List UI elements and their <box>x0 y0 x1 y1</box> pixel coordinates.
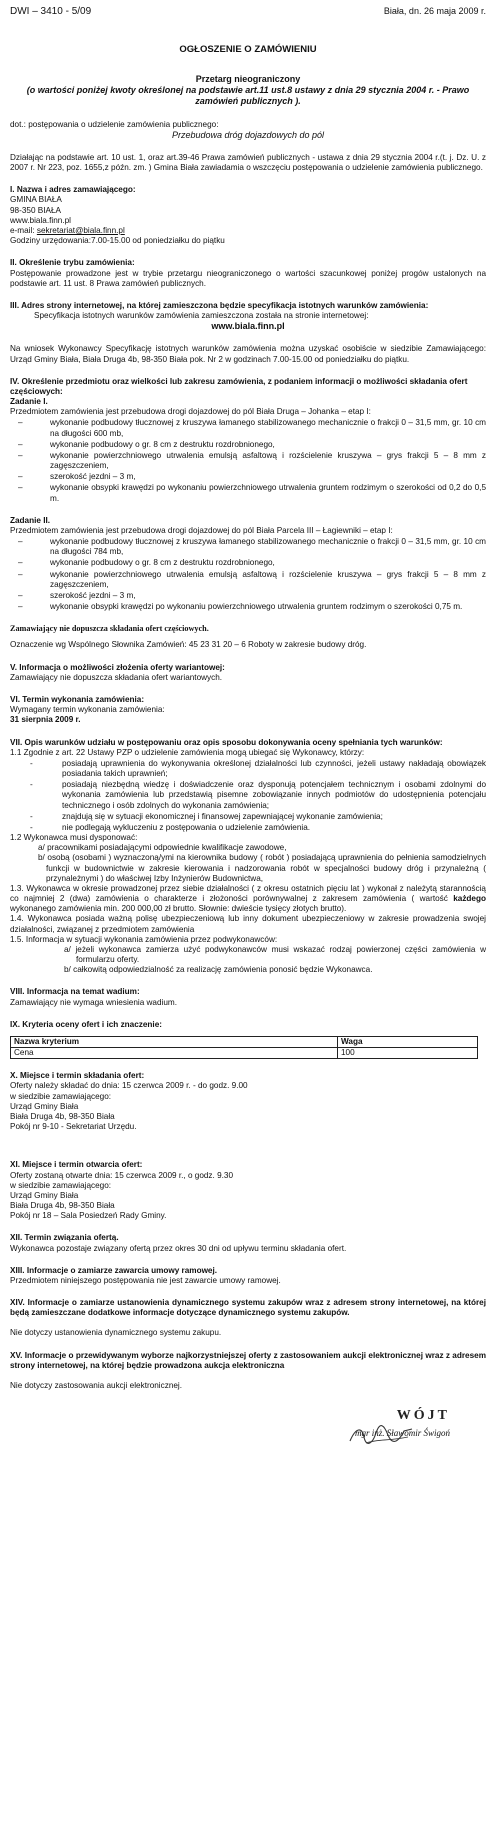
text-line: Biała Druga 4b, 98-350 Biała <box>10 1112 115 1121</box>
task-2-list <box>10 537 486 612</box>
criteria-table <box>10 1036 478 1059</box>
email-line <box>10 226 486 236</box>
list-item: - znajdują się w sytuacji ekonomicznej i finansowej zapewniającej wykonanie zamówienia; <box>30 811 383 821</box>
table-row <box>11 1036 478 1047</box>
list-item: - posiadają niezbędną wiedzę i doświadczenie oraz dysponują potencjałem technicznym i osobami zdolnymi do wykonania zamówienia lub przedstawią pisemne zobowiązanie innych podmiotów do udostępnienia potencjału technicznego i osób zdolnych do wykonania zamówienia; <box>30 780 486 810</box>
condition-1-5: 1.5. Informacja w sytuacji wykonania zamówienia przez podwykonawców: <box>10 934 278 944</box>
place-date: Biała, dn. 26 maja 2009 r. <box>383 6 486 16</box>
list-item: – wykonanie podbudowy o gr. 8 cm z destruktu rozdrobnionego, <box>18 558 275 568</box>
section-13-text: Przedmiotem niniejszego postępowania nie jest zawarcie umowy ramowej. <box>10 1275 281 1285</box>
task-2-intro: Przedmiotem zamówienia jest przebudowa drogi dojazdowej do pól Biała Parcela III – Łagiewniki – etap I: <box>10 525 393 535</box>
text-line: Biała Druga 4b, 98-350 Biała <box>10 1201 115 1211</box>
condition-1-2-b: b/ osobą (osobami ) wyznaczoną/ymi na kierownika budowy ( robót ) posiadającą uprawnienia do pełnienia samodzielnych funkcji w budownictwie w zakresie kierowania i nadzorowania robót w specjalności budowy dróg i przynależną ( przynależnymi ) do właściwej Izby Inżynierów Budownictwa, <box>38 853 486 883</box>
section-7-heading: VII. Opis warunków udziału w postępowaniu oraz opis sposobu dokonywania oceny spełniania tych warunków: <box>10 737 443 747</box>
section-8 <box>10 987 486 1007</box>
section-15 <box>10 1351 486 1392</box>
signatory-title: WÓJT <box>396 1408 450 1424</box>
list-item: – szerokość jezdni – 3 m, <box>18 472 136 482</box>
text-line: Pokój nr 18 – Sala Posiedzeń Rady Gminy. <box>10 1211 167 1221</box>
list-item: – wykonanie podbudowy tłucznowej z kruszywa łamanego stabilizowanego mechanicznie o frakcji 0 – 31,5 mm, gr. 10 cm na długości 600 mb, <box>18 418 486 438</box>
section-5-heading: V. Informacja o możliwości złożenia oferty wariantowej: <box>10 662 225 672</box>
section-6 <box>10 695 486 726</box>
cpv-code: Oznaczenie wg Wspólnego Słownika Zamówień: 45 23 31 20 – 6 Roboty w zakresie budowy dróg. <box>10 640 367 650</box>
section-12-text: Wykonawca pozostaje związany ofertą przez okres 30 dni od upływu terminu składania ofert. <box>10 1243 347 1253</box>
list-item: - nie podlegają wykluczeniu z postępowania o udzielenie zamówienia. <box>30 822 311 832</box>
section-5 <box>10 663 486 683</box>
signature-block <box>10 1407 486 1479</box>
text-line: w siedzibie zamawiającego: <box>10 1180 112 1190</box>
section-12-heading: XII. Termin związania ofertą. <box>10 1233 119 1243</box>
text-line: Pokój nr 9-10 - Sekretariat Urzędu. <box>10 1122 137 1132</box>
section-5-text: Zamawiający nie dopuszcza składania ofert wariantowych. <box>10 672 223 682</box>
document-title: OGŁOSZENIE O ZAMÓWIENIU <box>179 44 317 56</box>
section-3-heading: III. Adres strony internetowej, na której zamieszczona będzie specyfikacja istotnych warunków zamówienia: <box>10 300 429 310</box>
text-line: w siedzibie zamawiającego: <box>10 1091 112 1101</box>
table-header-cell: Nazwa kryterium <box>11 1036 338 1047</box>
condition-1-5-b: b/ całkowitą odpowiedzialność za realizację zamówienia ponosić będzie Wykonawca. <box>64 965 373 975</box>
list-item: – szerokość jezdni – 3 m, <box>18 590 136 600</box>
section-12 <box>10 1233 486 1253</box>
spec-website: www.biala.finn.pl <box>211 321 285 332</box>
section-6-text: Wymagany termin wykonania zamówienia: <box>10 705 165 715</box>
section-8-text: Zamawiający nie wymaga wniesienia wadium. <box>10 997 178 1007</box>
dot-line: dot.: postępowania o udzielenie zamówienia publicznego: <box>10 119 219 129</box>
partial-offers-note: Zamawiający nie dopuszcza składania ofert częściowych. <box>10 624 209 634</box>
document <box>10 6 486 1479</box>
section-14-heading: XIV. Informacje o zamiarze ustanowienia dynamicznego systemu zakupów wraz z adresem strony internetowej, na której będą zamieszczane dodatkowe informacje dotyczące dynamicznego systemu zakupów. <box>10 1298 486 1318</box>
list-item: – wykonanie powierzchniowego utrwalenia emulsją asfaltową i rozścielenie kruszywa – grys frakcji 5 – 8 mm z zagęszczeniem, <box>18 450 486 471</box>
list-item: – wykonanie obsypki krawędzi po wykonaniu powierzchniowego utrwalenia gruntem rodzimym o szerokości od 0,2 do 0,5 m. <box>18 483 486 503</box>
section-15-text: Nie dotyczy zastosowania aukcji elektronicznej. <box>10 1380 183 1390</box>
office-hours: Godziny urzędowania:7.00-15.00 od poniedziałku do piątku <box>10 236 225 246</box>
address-line: 98-350 BIAŁA <box>10 205 61 215</box>
section-11 <box>10 1160 486 1221</box>
section-7 <box>10 738 486 976</box>
section-10-heading: X. Miejsce i termin składania ofert: <box>10 1071 145 1081</box>
section-14 <box>10 1298 486 1339</box>
task-1-title: Zadanie I. <box>10 397 48 407</box>
section-14-text: Nie dotyczy ustanowienia dynamicznego systemu zakupu. <box>10 1328 222 1338</box>
email-link[interactable]: sekretariat@biala.finn.pl <box>36 225 125 235</box>
condition-1-2: 1.2 Wykonawca musi dysponować: <box>10 833 138 843</box>
section-2-text: Postępowanie prowadzone jest w trybie przetargu nieograniczonego o wartości szacunkowej poniżej progów ustalonych na podstawie art. 11 ust. 8 Prawa zamówień publicznych. <box>10 268 486 288</box>
table-cell: 100 <box>338 1048 478 1059</box>
section-3-text: Specyfikacja istotnych warunków zamówienia zamieszczona została na stronie internetowej: <box>34 311 369 321</box>
section-9 <box>10 1020 486 1060</box>
section-3-request: Na wniosek Wykonawcy Specyfikację istotnych warunków zamówienia można uzyskać osobiście w siedzibie Zamawiającego: Urząd Gminy Biała, Biała Druga 4b, 98-350 Biała pok. Nr 2 w godzinach 7.00-15.00 od poniedziałku do piątku. <box>10 344 486 364</box>
section-3 <box>10 301 486 365</box>
text-line: Oferty należy składać do dnia: 15 czerwca 2009 r. - do godz. 9.00 <box>10 1081 248 1091</box>
task-1-list <box>10 418 486 503</box>
task-2-title: Zadanie II. <box>10 515 51 525</box>
section-15-heading: XV. Informacje o przewidywanym wyborze najkorzystniejszej oferty z zastosowaniem aukcji elektronicznej wraz z adresem strony internetowej, na której będzie prowadzona aukcja elektroniczna <box>10 1350 486 1370</box>
section-13 <box>10 1266 486 1286</box>
reference-number: DWI – 3410 - 5/09 <box>10 6 92 17</box>
table-cell: Cena <box>11 1048 338 1059</box>
condition-1-2-a: a/ pracownikami posiadającymi odpowiednie kwalifikacje zawodowe, <box>38 843 287 853</box>
tender-basis: (o wartości poniżej kwoty określonej na podstawie art.11 ust.8 ustawy z dnia 29 stycznia 2004 r. - Prawo zamówień publicznych ). <box>26 85 470 107</box>
tender-type: Przetarg nieograniczony <box>195 74 301 85</box>
text-line: Urząd Gminy Biała <box>10 1101 79 1111</box>
section-1 <box>10 185 486 246</box>
section-8-heading: VIII. Informacja na temat wadium: <box>10 987 140 997</box>
section-4-heading: IV. Określenie przedmiotu oraz wielkości lub zakresu zamówienia, z podaniem informacji o możliwości składania ofert częściowych: <box>10 376 468 396</box>
email-label: e-mail: <box>10 225 37 235</box>
section-9-heading: IX. Kryteria oceny ofert i ich znaczenie: <box>10 1019 162 1029</box>
tender-subject: Przebudowa dróg dojazdowych do pól <box>171 129 325 140</box>
condition-1-3: 1.3. Wykonawca w okresie prowadzonej przez siebie działalności ( z okresu ostatnich pięciu lat ) wykonał z należytą starannością co najmniej 2 (dwa) zamówienia o charakterze i złożoności porównywalnej z zakresem zamówienia ( wartość każdego wykonanego zamówienia min. 200 000,00 zł brutto. Słownie: dwieście tysięcy złotych brutto). <box>10 883 486 914</box>
intro-paragraph: Działając na podstawie art. 10 ust. 1, oraz art.39-46 Prawa zamówień publicznych - ustawa z dnia 29 stycznia 2004 r.(t. j. Dz. U. z 2007 r. Nr 223, poz. 1655,z późn. zm. ) Gmina Biała zawiadamia o wszczęciu postępowania o udzielenie zamówienia publicznego. <box>10 152 486 173</box>
section-2-heading: II. Określenie trybu zamówienia: <box>10 258 135 268</box>
text-line: Urząd Gminy Biała <box>10 1190 79 1200</box>
signatory-name: mgr inż. Sławomir Świgoń <box>354 1428 450 1439</box>
condition-1-1-list <box>10 759 486 833</box>
list-item: – wykonanie obsypki krawędzi po wykonaniu powierzchniowego utrwalenia gruntem rodzimym o szerokości 0,75 m. <box>18 602 463 612</box>
text-line: Oferty zostaną otwarte dnia: 15 czerwca 2009 r., o godz. 9.30 <box>10 1170 234 1180</box>
condition-1-5-a: a/ jeżeli wykonawca zamierza użyć podwykonawców musi wskazać rodzaj powierzonej części zamówienia w formularzu oferty. <box>64 944 486 965</box>
list-item: - posiadają uprawnienia do wykonywania określonej działalności lub czynności, jeżeli ustawy nakładają obowiązek posiadania takich uprawnień; <box>30 758 486 779</box>
section-2 <box>10 258 486 289</box>
section-13-heading: XIII. Informacje o zamiarze zawarcia umowy ramowej. <box>10 1265 218 1275</box>
list-item: – wykonanie podbudowy tłucznowej z kruszywa łamanego stabilizowanego mechanicznie o frakcji 0 – 31,5 mm, gr. 10 cm na długości 784 mb, <box>18 537 486 557</box>
condition-1-1: 1.1 Zgodnie z art. 22 Ustawy PZP o udzielenie zamówienia mogą ubiegać się Wykonawcy, którzy: <box>10 747 365 757</box>
list-item: – wykonanie powierzchniowego utrwalenia emulsją asfaltową i rozścielenie kruszywa – grys frakcji 5 – 8 mm z zagęszczeniem, <box>18 569 486 589</box>
section-11-heading: XI. Miejsce i termin otwarcia ofert: <box>10 1160 143 1170</box>
section-6-heading: VI. Termin wykonania zamówienia: <box>10 694 145 704</box>
address-line: GMINA BIAŁA <box>10 195 62 205</box>
document-header <box>10 6 486 18</box>
website-line: www.biala.finn.pl <box>10 215 71 225</box>
completion-date: 31 sierpnia 2009 r. <box>10 715 81 725</box>
list-item: – wykonanie podbudowy o gr. 8 cm z destruktu rozdrobnionego, <box>18 439 275 449</box>
table-row <box>11 1048 478 1059</box>
handwritten-signature-icon <box>346 1421 416 1449</box>
section-1-heading: I. Nazwa i adres zamawiającego: <box>10 185 136 195</box>
table-header-cell: Waga <box>338 1036 478 1047</box>
task-1-intro: Przedmiotem zamówienia jest przebudowa drogi dojazdowej do pól Biała Druga – Johanka – etap I: <box>10 407 371 417</box>
condition-1-4: 1.4. Wykonawca posiada ważną polisę ubezpieczeniową lub inny dokument ubezpieczeniowy w zakresie prowadzenia swojej działalności, związanej z przedmiotem zamówienia <box>10 914 486 934</box>
section-10 <box>10 1071 486 1132</box>
section-4 <box>10 377 486 651</box>
